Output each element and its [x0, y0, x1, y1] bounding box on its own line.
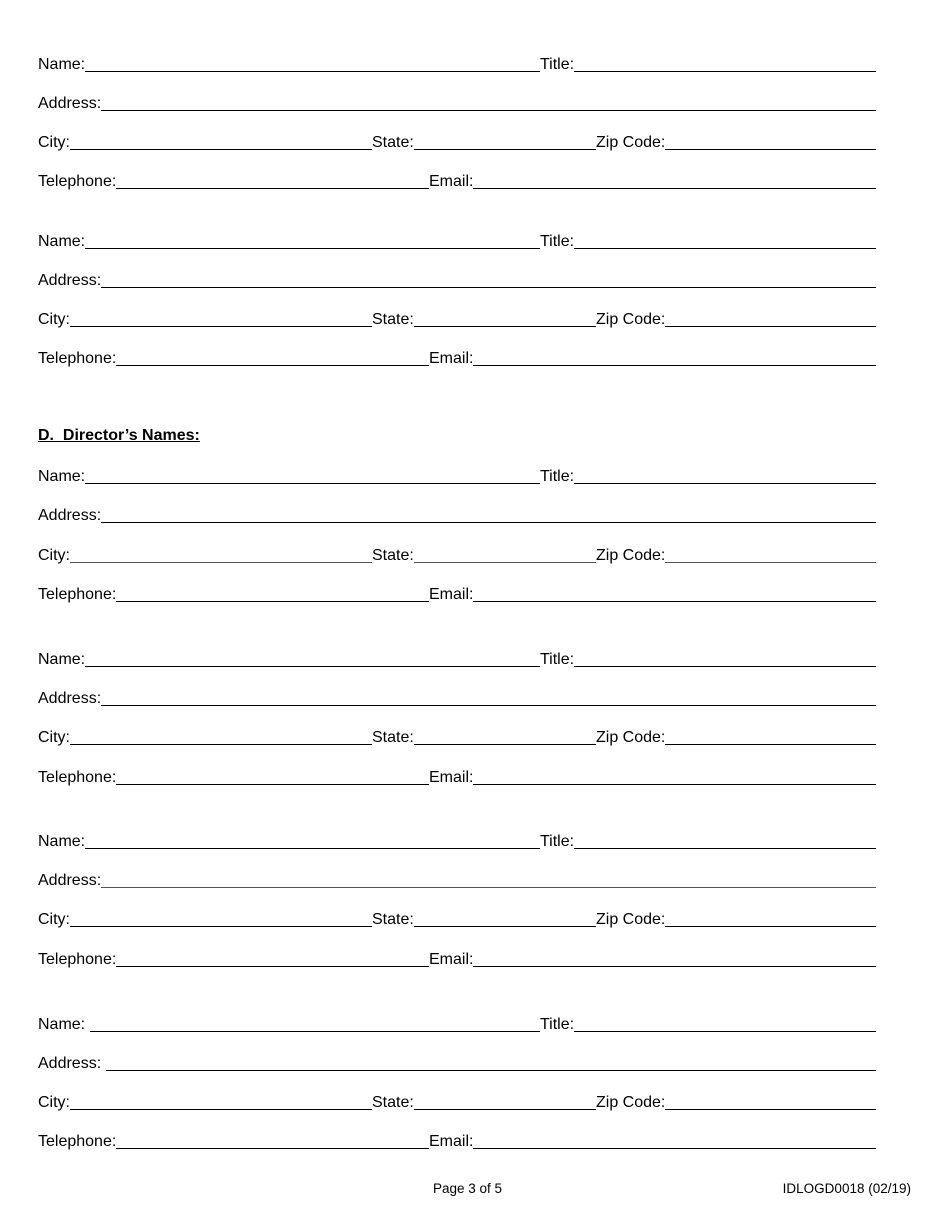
telephone-label: Telephone: — [38, 951, 117, 968]
zip-field[interactable] — [596, 727, 876, 747]
city-label: City: — [38, 1094, 70, 1111]
state-input-line[interactable] — [414, 326, 596, 327]
name-input-line[interactable] — [85, 848, 540, 849]
name-field[interactable] — [38, 1014, 540, 1034]
title-field[interactable] — [540, 1014, 876, 1034]
zip-label: Zip Code: — [596, 134, 666, 151]
email-input-line[interactable] — [473, 1148, 876, 1149]
address-label: Address: — [38, 95, 102, 112]
email-input-line[interactable] — [473, 966, 876, 967]
city-input-line[interactable] — [70, 1109, 372, 1110]
city-field[interactable] — [38, 1092, 372, 1112]
telephone-label: Telephone: — [38, 1133, 117, 1150]
address-label: Address: — [38, 1055, 106, 1072]
telephone-label: Telephone: — [38, 769, 117, 786]
address-label: Address: — [38, 507, 102, 524]
zip-label: Zip Code: — [596, 911, 666, 928]
state-input-line[interactable] — [414, 1109, 596, 1110]
name-input-line[interactable] — [90, 1031, 540, 1032]
telephone-input-line[interactable] — [116, 1148, 429, 1149]
email-field[interactable] — [429, 348, 876, 368]
telephone-label: Telephone: — [38, 350, 117, 367]
email-label: Email: — [429, 350, 474, 367]
title-label: Title: — [540, 56, 575, 73]
email-label: Email: — [429, 951, 474, 968]
email-field[interactable] — [429, 767, 876, 787]
state-field[interactable] — [372, 727, 596, 747]
address-input-line[interactable] — [101, 887, 876, 888]
zip-field[interactable] — [596, 545, 876, 565]
title-label: Title: — [540, 233, 575, 250]
telephone-input-line[interactable] — [116, 966, 429, 967]
state-label: State: — [372, 134, 414, 151]
email-field[interactable] — [429, 1131, 876, 1151]
state-label: State: — [372, 911, 414, 928]
state-label: State: — [372, 547, 414, 564]
title-label: Title: — [540, 651, 575, 668]
city-input-line[interactable] — [70, 562, 372, 563]
name-label: Name: — [38, 468, 86, 485]
title-input-line[interactable] — [574, 483, 876, 484]
city-input-line[interactable] — [70, 926, 372, 927]
city-field[interactable] — [38, 132, 372, 152]
form-id: IDLOGD0018 (02/19) — [782, 1181, 911, 1196]
title-input-line[interactable] — [574, 1031, 876, 1032]
zip-label: Zip Code: — [596, 547, 666, 564]
email-input-line[interactable] — [473, 601, 876, 602]
city-input-line[interactable] — [70, 744, 372, 745]
city-label: City: — [38, 911, 70, 928]
title-input-line[interactable] — [574, 848, 876, 849]
email-label: Email: — [429, 173, 474, 190]
email-field[interactable] — [429, 949, 876, 969]
email-label: Email: — [429, 1133, 474, 1150]
zip-field[interactable] — [596, 1092, 876, 1112]
state-input-line[interactable] — [414, 562, 596, 563]
telephone-field[interactable] — [38, 767, 429, 787]
state-field[interactable] — [372, 309, 596, 329]
zip-input-line[interactable] — [665, 562, 876, 563]
name-input-line[interactable] — [85, 666, 540, 667]
name-input-line[interactable] — [85, 71, 540, 72]
city-field[interactable] — [38, 727, 372, 747]
title-field[interactable] — [540, 54, 876, 74]
title-field[interactable] — [540, 231, 876, 251]
title-input-line[interactable] — [574, 666, 876, 667]
name-field[interactable] — [38, 231, 540, 251]
state-label: State: — [372, 311, 414, 328]
zip-field[interactable] — [596, 132, 876, 152]
name-input-line[interactable] — [85, 483, 540, 484]
name-label: Name: — [38, 233, 86, 250]
title-label: Title: — [540, 1016, 575, 1033]
address-input-line[interactable] — [106, 1070, 876, 1071]
zip-input-line[interactable] — [665, 744, 876, 745]
city-label: City: — [38, 729, 70, 746]
address-input-line[interactable] — [101, 287, 876, 288]
state-field[interactable] — [372, 1092, 596, 1112]
title-input-line[interactable] — [574, 71, 876, 72]
zip-field[interactable] — [596, 909, 876, 929]
address-input-line[interactable] — [101, 110, 876, 111]
title-input-line[interactable] — [574, 248, 876, 249]
zip-input-line[interactable] — [665, 926, 876, 927]
city-input-line[interactable] — [70, 326, 372, 327]
telephone-field[interactable] — [38, 348, 429, 368]
state-input-line[interactable] — [414, 149, 596, 150]
email-label: Email: — [429, 586, 474, 603]
email-input-line[interactable] — [473, 784, 876, 785]
name-label: Name: — [38, 651, 86, 668]
name-field[interactable] — [38, 649, 540, 669]
telephone-field[interactable] — [38, 171, 429, 191]
address-field[interactable] — [38, 270, 876, 290]
email-input-line[interactable] — [473, 365, 876, 366]
city-label: City: — [38, 547, 70, 564]
address-label: Address: — [38, 690, 102, 707]
zip-label: Zip Code: — [596, 311, 666, 328]
zip-label: Zip Code: — [596, 1094, 666, 1111]
state-field[interactable] — [372, 909, 596, 929]
address-field[interactable] — [38, 93, 876, 113]
state-input-line[interactable] — [414, 926, 596, 927]
email-field[interactable] — [429, 171, 876, 191]
name-label: Name: — [38, 833, 86, 850]
email-input-line[interactable] — [473, 188, 876, 189]
name-label: Name: — [38, 56, 86, 73]
title-field[interactable] — [540, 831, 876, 851]
title-field[interactable] — [540, 466, 876, 486]
state-field[interactable] — [372, 132, 596, 152]
page-number: Page 3 of 5 — [433, 1181, 503, 1196]
section-d-heading: D. Director’s Names: — [38, 427, 200, 444]
address-field[interactable] — [38, 1053, 876, 1073]
address-input-line[interactable] — [101, 522, 876, 523]
state-label: State: — [372, 1094, 414, 1111]
telephone-label: Telephone: — [38, 586, 117, 603]
address-label: Address: — [38, 272, 102, 289]
name-field[interactable] — [38, 831, 540, 851]
telephone-field[interactable] — [38, 1131, 429, 1151]
state-label: State: — [372, 729, 414, 746]
telephone-input-line[interactable] — [116, 188, 429, 189]
city-label: City: — [38, 311, 70, 328]
name-input-line[interactable] — [85, 248, 540, 249]
title-field[interactable] — [540, 649, 876, 669]
city-field[interactable] — [38, 309, 372, 329]
telephone-input-line[interactable] — [116, 784, 429, 785]
telephone-input-line[interactable] — [116, 365, 429, 366]
city-field[interactable] — [38, 909, 372, 929]
telephone-field[interactable] — [38, 949, 429, 969]
telephone-label: Telephone: — [38, 173, 117, 190]
city-field[interactable] — [38, 545, 372, 565]
city-input-line[interactable] — [70, 149, 372, 150]
address-field[interactable] — [38, 870, 876, 890]
address-label: Address: — [38, 872, 102, 889]
email-label: Email: — [429, 769, 474, 786]
title-label: Title: — [540, 833, 575, 850]
state-field[interactable] — [372, 545, 596, 565]
zip-input-line[interactable] — [665, 326, 876, 327]
address-field[interactable] — [38, 505, 876, 525]
title-label: Title: — [540, 468, 575, 485]
zip-input-line[interactable] — [665, 1109, 876, 1110]
state-input-line[interactable] — [414, 744, 596, 745]
telephone-input-line[interactable] — [116, 601, 429, 602]
telephone-field[interactable] — [38, 584, 429, 604]
address-field[interactable] — [38, 688, 876, 708]
address-input-line[interactable] — [101, 705, 876, 706]
name-label: Name: — [38, 1016, 90, 1033]
email-field[interactable] — [429, 584, 876, 604]
city-label: City: — [38, 134, 70, 151]
zip-label: Zip Code: — [596, 729, 666, 746]
name-field[interactable] — [38, 466, 540, 486]
name-field[interactable] — [38, 54, 540, 74]
zip-field[interactable] — [596, 309, 876, 329]
zip-input-line[interactable] — [665, 149, 876, 150]
